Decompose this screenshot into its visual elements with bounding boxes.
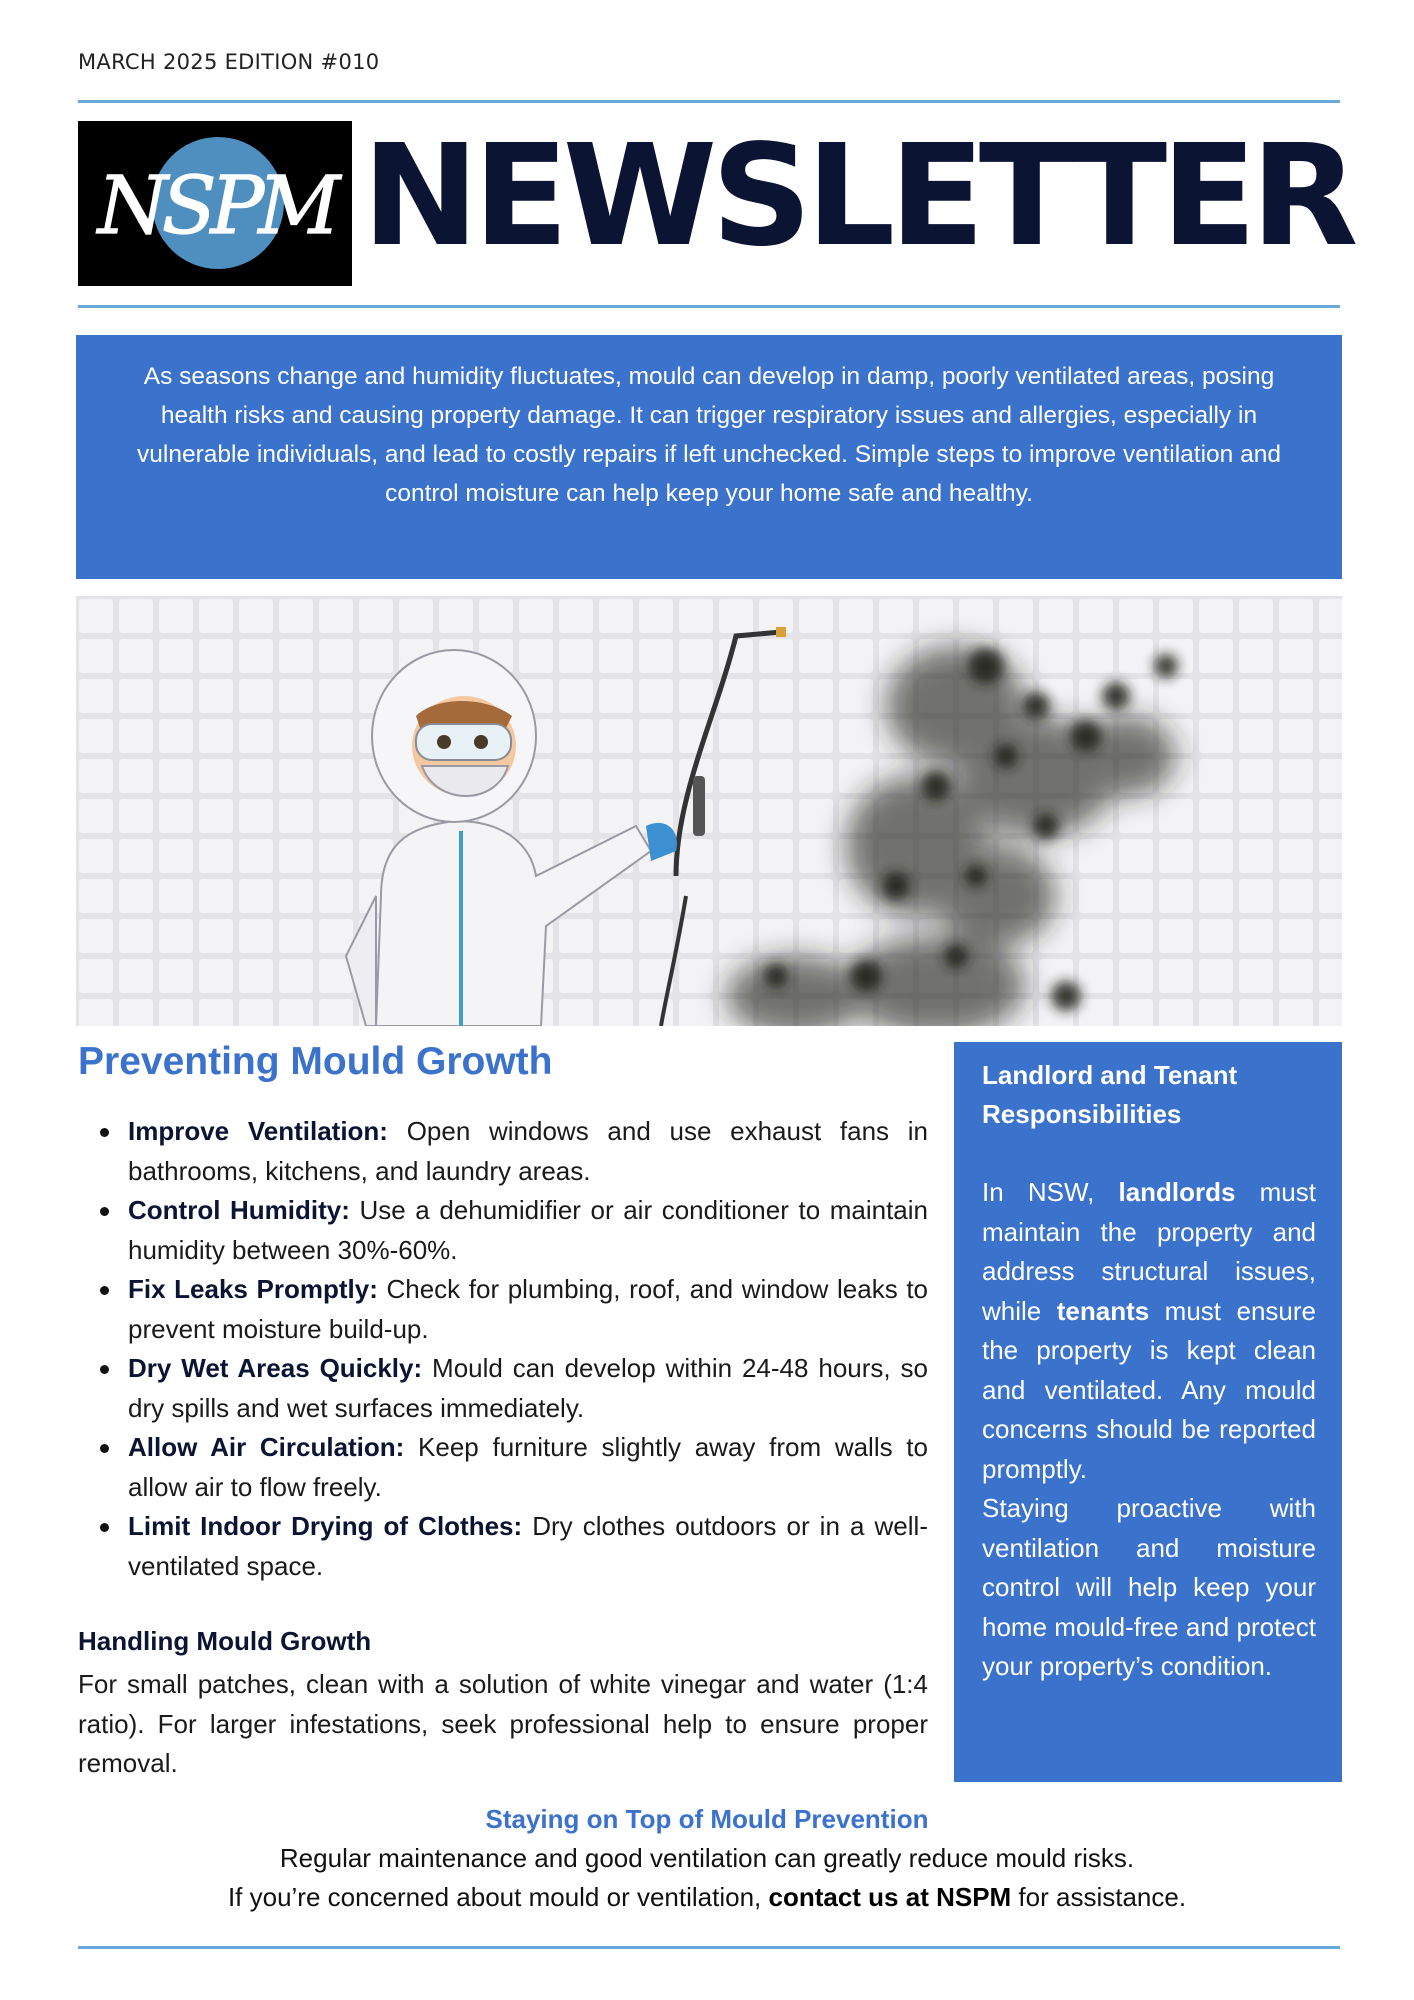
handling-text: For small patches, clean with a solution of white vinegar and water (1:4 ratio). For larger infestations, seek professional help to ensure proper removal. bbox=[78, 1669, 928, 1778]
tip-text: Use a dehumidifier or air conditioner to maintain humidity between 30%-60%. bbox=[128, 1195, 929, 1265]
footer-line-2 bbox=[0, 1882, 1414, 1913]
tip-label: Limit Indoor Drying of Clothes: bbox=[128, 1511, 523, 1541]
responsibilities-sidebar bbox=[954, 1042, 1342, 1782]
tip-text: Check for plumbing, roof, and window leaks to prevent moisture build-up. bbox=[128, 1274, 929, 1344]
hero-illustration bbox=[76, 596, 1342, 1026]
sidebar-body bbox=[982, 1173, 1316, 1687]
list-item bbox=[128, 1349, 928, 1428]
intro-text: As seasons change and humidity fluctuates, mould can develop in damp, poorly ventilated areas, posing health risks and causing property damage. It can trigger respiratory issues and allergies, especially in vulnerable individuals, and lead to costly repairs if left unchecked. Simple steps to improve ventilation and control moisture can help keep your home safe and healthy. bbox=[137, 363, 1281, 507]
sidebar-paragraph-2: Staying proactive with ventilation and moisture control will help keep your home mould-free and protect your property’s condition. bbox=[982, 1493, 1316, 1681]
sidebar-title: Landlord and Tenant Responsibilities bbox=[982, 1060, 1238, 1129]
edition-label: MARCH 2025 EDITION #010 bbox=[78, 50, 380, 74]
nspm-logo bbox=[78, 121, 352, 286]
masthead-divider bbox=[78, 305, 1340, 308]
tip-label: Improve Ventilation: bbox=[128, 1116, 388, 1146]
tip-label: Control Humidity: bbox=[128, 1195, 350, 1225]
list-item bbox=[128, 1191, 928, 1270]
list-item bbox=[128, 1112, 928, 1191]
sidebar-text: In NSW, bbox=[982, 1177, 1119, 1207]
list-item bbox=[128, 1507, 928, 1586]
footer-text: If you’re concerned about mould or ventilation, bbox=[227, 1882, 769, 1912]
tip-text: Mould can develop within 24-48 hours, so dry spills and wet surfaces immediately. bbox=[128, 1353, 928, 1423]
tenants-emphasis: tenants bbox=[1056, 1295, 1150, 1326]
hero-svg bbox=[76, 596, 1342, 1026]
top-divider bbox=[78, 100, 1340, 103]
list-item bbox=[128, 1428, 928, 1507]
tip-text: Keep furniture slightly away from walls to allow air to flow freely. bbox=[128, 1432, 928, 1502]
tip-text: Dry clothes outdoors or in a well-ventilated space. bbox=[128, 1511, 928, 1581]
masthead-title: NEWSLETTER bbox=[362, 115, 1353, 278]
sidebar-text: must maintain the property and address structural issues, while bbox=[982, 1177, 1316, 1326]
tip-label: Fix Leaks Promptly: bbox=[128, 1274, 378, 1304]
intro-banner bbox=[76, 335, 1342, 579]
landlords-emphasis: landlords bbox=[1118, 1177, 1236, 1207]
tip-text: Open windows and use exhaust fans in bathrooms, kitchens, and laundry areas. bbox=[128, 1116, 928, 1186]
sidebar-text: must ensure the property is kept clean and ventilated. Any mould concerns should be reported promptly. bbox=[982, 1295, 1316, 1484]
footer-title: Staying on Top of Mould Prevention bbox=[485, 1804, 929, 1834]
logo-mark-icon bbox=[78, 121, 352, 286]
list-item bbox=[128, 1270, 928, 1349]
contact-emphasis: contact us at NSPM bbox=[768, 1882, 1012, 1912]
prevention-heading: Preventing Mould Growth bbox=[78, 1040, 553, 1083]
tip-label: Dry Wet Areas Quickly: bbox=[128, 1353, 423, 1383]
footer-line-1: Regular maintenance and good ventilation can greatly reduce mould risks. bbox=[279, 1843, 1135, 1873]
footer-text: for assistance. bbox=[1011, 1882, 1187, 1912]
tip-label: Allow Air Circulation: bbox=[128, 1432, 405, 1462]
prevention-list bbox=[78, 1112, 928, 1586]
handling-heading: Handling Mould Growth bbox=[78, 1626, 372, 1656]
bottom-divider bbox=[78, 1946, 1340, 1949]
logo-text: NSPM bbox=[97, 159, 335, 252]
